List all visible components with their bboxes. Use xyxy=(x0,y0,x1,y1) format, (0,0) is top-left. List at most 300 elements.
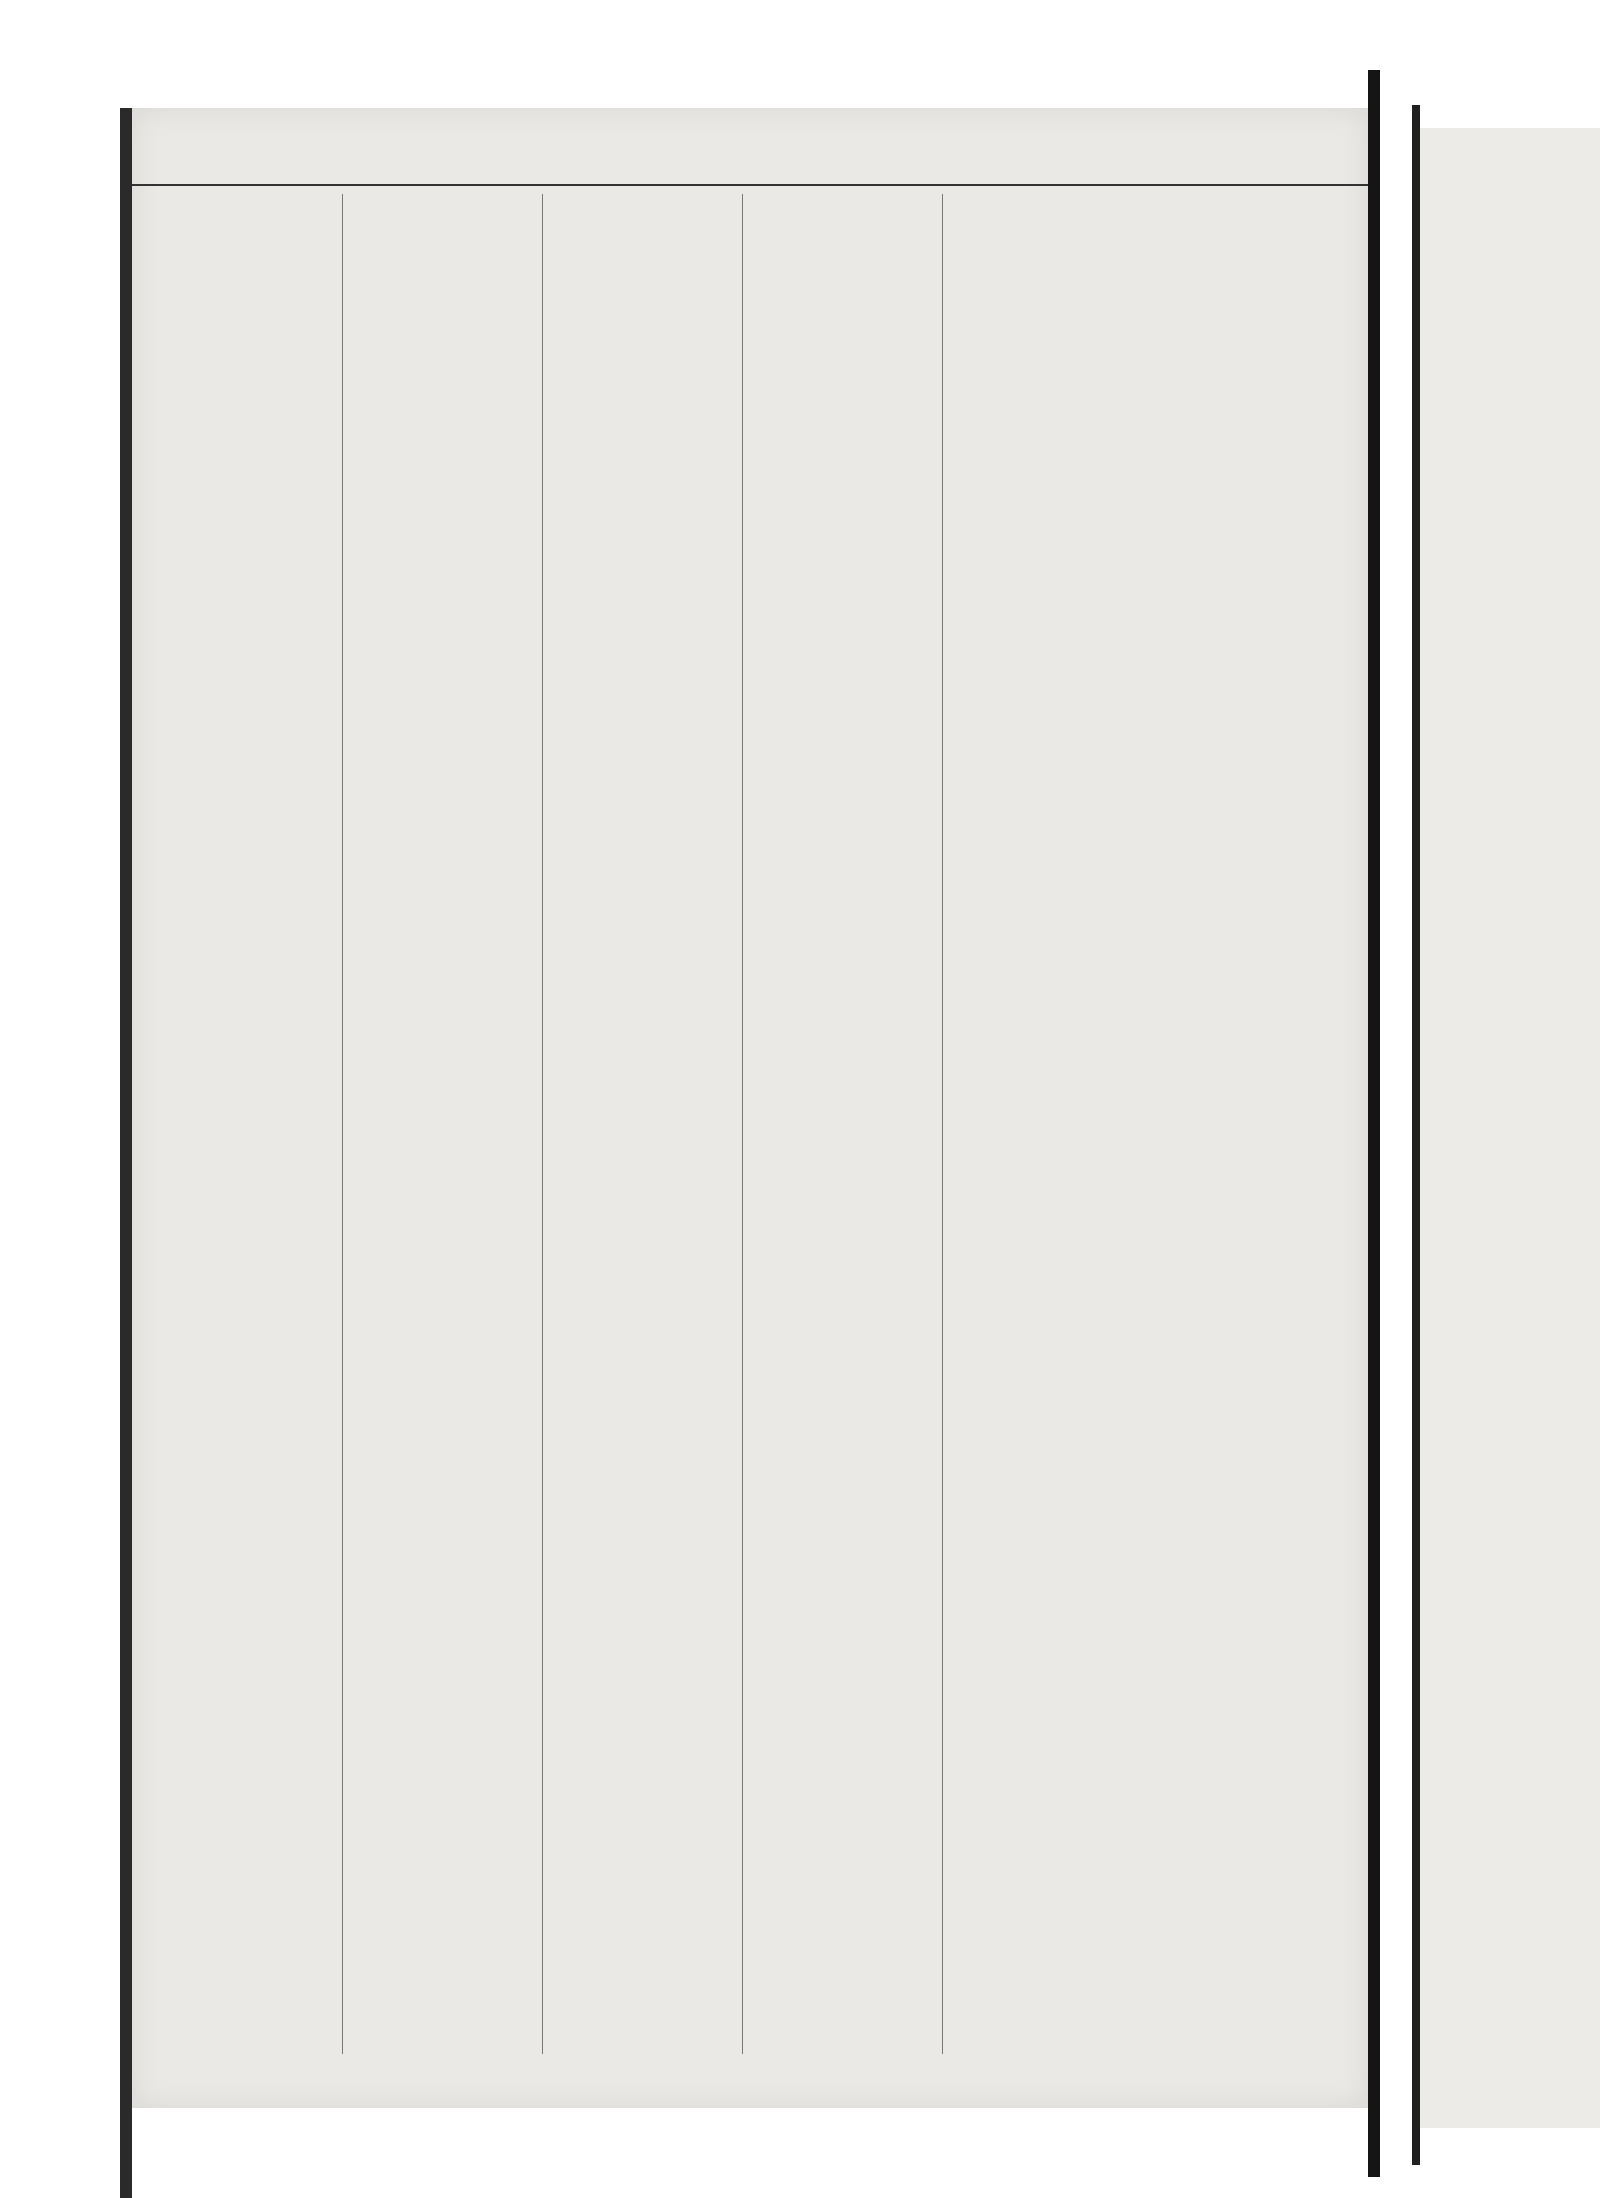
directory-entry-line xyxy=(548,845,744,861)
directory-entry-line xyxy=(548,1233,744,1249)
directory-entry-line xyxy=(348,1605,544,1621)
directory-entry-line xyxy=(148,1326,344,1342)
directory-entry-line xyxy=(348,210,544,226)
directory-entry-line xyxy=(948,303,1144,319)
directory-entry-line xyxy=(548,644,744,660)
directory-entry-line xyxy=(148,1202,344,1218)
directory-entry-line xyxy=(548,1744,744,1760)
directory-entry-line xyxy=(748,1372,944,1388)
directory-entry-line xyxy=(348,597,544,613)
directory-entry-line xyxy=(148,1791,344,1807)
directory-entry-line xyxy=(948,349,1144,365)
directory-entry-line xyxy=(348,1031,544,1047)
directory-entry-line xyxy=(748,241,944,257)
directory-entry-line xyxy=(348,1295,544,1311)
directory-entry-line xyxy=(148,1651,344,1667)
directory-entry-line xyxy=(148,628,344,644)
directory-entry-line xyxy=(948,473,1144,489)
directory-entry-line xyxy=(748,1450,944,1466)
directory-entry-line xyxy=(348,1496,544,1512)
directory-entry-line xyxy=(948,1496,1144,1512)
directory-entry-line xyxy=(748,1047,944,1063)
directory-entry-line xyxy=(148,380,344,396)
directory-entry-line xyxy=(748,1620,944,1636)
directory-entry-line xyxy=(148,985,344,1001)
directory-entry-line xyxy=(348,1946,544,1962)
directory-entry-line xyxy=(948,721,1144,737)
directory-entry-line xyxy=(348,814,544,830)
directory-entry-line xyxy=(148,272,344,288)
directory-entry-line xyxy=(748,256,944,272)
directory-entry-line xyxy=(148,1450,344,1466)
column-rule xyxy=(742,194,743,2054)
directory-entry-line xyxy=(148,1481,344,1497)
directory-entry-line xyxy=(148,1186,344,1202)
directory-entry-line xyxy=(948,442,1144,458)
directory-entry-line xyxy=(148,1636,344,1652)
directory-entry-line xyxy=(148,1574,344,1590)
directory-entry-line xyxy=(748,1419,944,1435)
directory-entry-line xyxy=(548,1341,744,1357)
directory-entry-line xyxy=(748,1357,944,1373)
directory-entry-line xyxy=(748,721,944,737)
directory-entry-line xyxy=(948,1775,1144,1791)
directory-entry-line xyxy=(748,1822,944,1838)
directory-entry-line xyxy=(148,706,344,722)
directory-entry-line xyxy=(148,830,344,846)
directory-entry-line xyxy=(348,334,544,350)
directory-entry-line xyxy=(748,1946,944,1962)
directory-entry-line xyxy=(548,1357,744,1373)
directory-entry-line xyxy=(948,613,1144,629)
directory-entry-line xyxy=(748,1062,944,1078)
directory-entry-line xyxy=(748,1806,944,1822)
directory-entry-line xyxy=(948,1853,1144,1869)
directory-entry-line xyxy=(148,1667,344,1683)
directory-entry-line xyxy=(148,1682,344,1698)
directory-entry-line xyxy=(548,1791,744,1807)
directory-entry-line xyxy=(948,551,1144,567)
directory-entry-line xyxy=(948,737,1144,753)
directory-entry-line xyxy=(548,969,744,985)
directory-entry-line xyxy=(948,861,1144,877)
directory-entry-line xyxy=(748,1233,944,1249)
directory-entry-line xyxy=(148,365,344,381)
directory-entry-line xyxy=(348,272,544,288)
directory-entry-line xyxy=(548,489,744,505)
directory-entry-line xyxy=(548,690,744,706)
directory-entry-line xyxy=(548,1946,744,1962)
directory-entry-line xyxy=(148,504,344,520)
directory-entry-line xyxy=(348,644,544,660)
binding-edge-right xyxy=(1368,70,1380,2177)
directory-entry-line xyxy=(748,1961,944,1977)
directory-entry-line xyxy=(748,613,944,629)
directory-entry-line xyxy=(548,1295,744,1311)
directory-entry-line xyxy=(348,876,544,892)
directory-entry-line xyxy=(948,256,1144,272)
directory-entry-line xyxy=(348,1729,544,1745)
directory-entry-line xyxy=(148,954,344,970)
directory-entry-line xyxy=(748,861,944,877)
directory-entry-line xyxy=(548,1140,744,1156)
directory-entry-line xyxy=(148,1884,344,1900)
directory-entry-line xyxy=(148,1605,344,1621)
directory-entry-line xyxy=(748,1481,944,1497)
directory-entry-line xyxy=(748,225,944,241)
directory-entry-line xyxy=(148,1543,344,1559)
directory-entry-line xyxy=(548,1992,744,2008)
directory-entry-line xyxy=(548,1930,744,1946)
directory-entry-line xyxy=(348,1682,544,1698)
directory-entry-line xyxy=(148,241,344,257)
directory-entry-line xyxy=(148,1171,344,1187)
directory-entry-line xyxy=(348,1481,544,1497)
directory-entry-line xyxy=(948,1744,1144,1760)
directory-entry-line xyxy=(548,1403,744,1419)
directory-entry-line xyxy=(748,659,944,675)
directory-entry-line xyxy=(548,1682,744,1698)
directory-entry-line xyxy=(948,644,1144,660)
directory-entry-line xyxy=(348,1744,544,1760)
directory-entry-line xyxy=(348,1403,544,1419)
directory-entry-line xyxy=(548,1093,744,1109)
directory-entry-line xyxy=(748,938,944,954)
facing-page xyxy=(1420,128,1600,2128)
directory-entry-line xyxy=(348,566,544,582)
directory-entry-line xyxy=(748,1698,944,1714)
directory-entry-line xyxy=(148,194,344,210)
directory-entry-line xyxy=(948,1326,1144,1342)
directory-entry-line xyxy=(348,1047,544,1063)
directory-entry-line xyxy=(948,1543,1144,1559)
directory-entry-line xyxy=(948,659,1144,675)
directory-entry-line xyxy=(348,1961,544,1977)
directory-entry-line xyxy=(748,504,944,520)
directory-entry-line xyxy=(748,923,944,939)
directory-entry-line xyxy=(348,225,544,241)
directory-entry-line xyxy=(548,1543,744,1559)
directory-entry-line xyxy=(548,1574,744,1590)
directory-entry-line xyxy=(148,411,344,427)
directory-entry-line xyxy=(748,799,944,815)
directory-entry-line xyxy=(748,1093,944,1109)
directory-entry-line xyxy=(548,752,744,768)
directory-entry-line xyxy=(548,1558,744,1574)
directory-entry-line xyxy=(148,814,344,830)
directory-entry-line xyxy=(948,1000,1144,1016)
directory-entry-line xyxy=(948,1310,1144,1326)
directory-entry-line xyxy=(748,380,944,396)
directory-entry-line xyxy=(548,1372,744,1388)
directory-entry-line xyxy=(348,489,544,505)
directory-entry-line xyxy=(948,1558,1144,1574)
directory-entry-line xyxy=(948,706,1144,722)
directory-entry-line xyxy=(148,1760,344,1776)
directory-entry-line xyxy=(748,876,944,892)
directory-entry-line xyxy=(148,659,344,675)
directory-entry-line xyxy=(148,225,344,241)
directory-entry-line xyxy=(348,1078,544,1094)
directory-entry-line xyxy=(548,272,744,288)
directory-entry-line xyxy=(548,721,744,737)
directory-entry-line xyxy=(348,1248,544,1264)
directory-entry-line xyxy=(548,1915,744,1931)
directory-entry-line xyxy=(148,892,344,908)
directory-entry-line xyxy=(948,334,1144,350)
directory-entry-line xyxy=(948,907,1144,923)
directory-entry-line xyxy=(148,256,344,272)
directory-entry-line xyxy=(748,1310,944,1326)
directory-entry-line xyxy=(748,1682,944,1698)
column-rule xyxy=(342,194,343,2054)
directory-entry-line xyxy=(548,396,744,412)
directory-entry-line xyxy=(748,1527,944,1543)
directory-entry-line xyxy=(748,675,944,691)
directory-entry-line xyxy=(548,1279,744,1295)
directory-entry-line xyxy=(348,938,544,954)
directory-entry-line xyxy=(948,318,1144,334)
directory-entry-line xyxy=(348,427,544,443)
directory-entry-line xyxy=(548,442,744,458)
directory-entry-line xyxy=(148,349,344,365)
directory-entry-line xyxy=(548,814,744,830)
directory-entry-line xyxy=(948,1388,1144,1404)
directory-entry-line xyxy=(748,1729,944,1745)
directory-entry-line xyxy=(748,1326,944,1342)
directory-entry-line xyxy=(948,1248,1144,1264)
directory-entry-line xyxy=(748,1078,944,1094)
directory-entry-line xyxy=(748,1744,944,1760)
directory-entry-line xyxy=(748,1295,944,1311)
directory-entry-line xyxy=(548,535,744,551)
directory-entry-line xyxy=(548,1264,744,1280)
directory-entry-line xyxy=(748,349,944,365)
directory-entry-line xyxy=(948,1822,1144,1838)
directory-entry-line xyxy=(948,1140,1144,1156)
directory-entry-line xyxy=(748,1016,944,1032)
directory-entry-line xyxy=(748,551,944,567)
directory-entry-line xyxy=(148,1806,344,1822)
directory-entry-line xyxy=(148,768,344,784)
directory-entry-line xyxy=(548,287,744,303)
directory-entry-line xyxy=(548,659,744,675)
directory-entry-line xyxy=(348,675,544,691)
directory-entry-line xyxy=(548,1310,744,1326)
directory-entry-line xyxy=(348,1000,544,1016)
directory-entry-line xyxy=(348,318,544,334)
directory-entry-line xyxy=(548,1620,744,1636)
directory-entry-line xyxy=(348,1140,544,1156)
directory-entry-line xyxy=(148,1124,344,1140)
directory-entry-line xyxy=(948,1279,1144,1295)
directory-entry-line xyxy=(948,504,1144,520)
directory-entry-line xyxy=(548,2008,744,2024)
directory-entry-line xyxy=(548,1109,744,1125)
directory-entry-line xyxy=(948,938,1144,954)
directory-entry-line xyxy=(748,907,944,923)
directory-entry-line xyxy=(948,1047,1144,1063)
binding-edge-left xyxy=(120,108,132,2198)
directory-entry-line xyxy=(548,923,744,939)
directory-entry-line xyxy=(948,1961,1144,1977)
directory-entry-line xyxy=(548,582,744,598)
directory-entry-line xyxy=(148,1233,344,1249)
directory-entry-line xyxy=(148,1620,344,1636)
directory-entry-line xyxy=(548,458,744,474)
directory-entry-line xyxy=(948,954,1144,970)
stamp-svg xyxy=(28,530,108,1530)
directory-entry-line xyxy=(148,721,344,737)
directory-entry-line xyxy=(348,1667,544,1683)
directory-entry-line xyxy=(748,1496,944,1512)
directory-entry-line xyxy=(748,768,944,784)
directory-entry-line xyxy=(148,690,344,706)
directory-entry-line xyxy=(348,1651,544,1667)
directory-entry-line xyxy=(548,225,744,241)
directory-entry-line xyxy=(748,1403,944,1419)
directory-entry-line xyxy=(548,1868,744,1884)
directory-entry-line xyxy=(348,1868,544,1884)
directory-entry-line xyxy=(148,303,344,319)
directory-entry-line xyxy=(748,1713,944,1729)
directory-entry-line xyxy=(348,396,544,412)
directory-entry-line xyxy=(948,768,1144,784)
directory-entry-line xyxy=(348,1760,544,1776)
directory-entry-line xyxy=(948,380,1144,396)
directory-entry-line xyxy=(948,411,1144,427)
directory-entry-line xyxy=(548,876,744,892)
directory-entry-line xyxy=(148,1729,344,1745)
directory-entry-line xyxy=(948,1698,1144,1714)
directory-entry-line xyxy=(148,489,344,505)
directory-entry-line xyxy=(948,1186,1144,1202)
directory-entry-line xyxy=(348,1279,544,1295)
directory-entry-line xyxy=(348,1465,544,1481)
directory-entry-line xyxy=(348,1806,544,1822)
directory-entry-line xyxy=(148,783,344,799)
directory-entry-line xyxy=(348,535,544,551)
directory-entry-line xyxy=(948,892,1144,908)
directory-entry-line xyxy=(548,1589,744,1605)
directory-entry-line xyxy=(748,489,944,505)
directory-entry-line xyxy=(548,1527,744,1543)
directory-entry-line xyxy=(348,1341,544,1357)
directory-entry-line xyxy=(148,1992,344,2008)
directory-entry-line xyxy=(548,1496,744,1512)
directory-entry-line xyxy=(748,1155,944,1171)
directory-entry-line xyxy=(948,628,1144,644)
directory-entry-line xyxy=(148,644,344,660)
directory-entry-line xyxy=(348,1419,544,1435)
directory-entry-line xyxy=(948,1527,1144,1543)
directory-entry-line xyxy=(348,1326,544,1342)
directory-entry-line xyxy=(548,473,744,489)
directory-entry-line xyxy=(548,1388,744,1404)
directory-entry-line xyxy=(748,566,944,582)
directory-entry-line xyxy=(548,520,744,536)
directory-entry-line xyxy=(348,1636,544,1652)
directory-entry-line xyxy=(548,380,744,396)
directory-entry-line xyxy=(748,1171,944,1187)
directory-entry-line xyxy=(348,582,544,598)
directory-entry-line xyxy=(948,1620,1144,1636)
directory-entry-line xyxy=(148,1016,344,1032)
directory-entry-line xyxy=(348,1357,544,1373)
directory-entry-line xyxy=(148,1140,344,1156)
directory-entry-line xyxy=(548,799,744,815)
directory-entry-line xyxy=(948,830,1144,846)
directory-entry-line xyxy=(548,628,744,644)
directory-entry-line xyxy=(148,287,344,303)
directory-entry-line xyxy=(548,1465,744,1481)
directory-entry-line xyxy=(548,241,744,257)
directory-entry-line xyxy=(748,1574,944,1590)
directory-entry-line xyxy=(948,535,1144,551)
directory-entry-line xyxy=(348,1589,544,1605)
directory-entry-line xyxy=(348,380,544,396)
directory-entry-line xyxy=(548,985,744,1001)
directory-entry-line xyxy=(548,1605,744,1621)
directory-entry-line xyxy=(948,582,1144,598)
directory-entry-line xyxy=(948,489,1144,505)
directory-entry-line xyxy=(148,1512,344,1528)
directory-entry-line xyxy=(148,1372,344,1388)
directory-entry-line xyxy=(748,985,944,1001)
directory-entry-line xyxy=(748,1279,944,1295)
directory-entry-line xyxy=(548,938,744,954)
directory-entry-line xyxy=(148,1822,344,1838)
directory-entry-line xyxy=(948,752,1144,768)
directory-entry-line xyxy=(348,1558,544,1574)
directory-entry-line xyxy=(748,644,944,660)
directory-column xyxy=(748,194,944,1992)
directory-entry-line xyxy=(348,706,544,722)
directory-entry-line xyxy=(548,1202,744,1218)
directory-entry-line xyxy=(948,1682,1144,1698)
directory-entry-line xyxy=(348,1853,544,1869)
directory-entry-line xyxy=(148,1093,344,1109)
directory-entry-line xyxy=(348,861,544,877)
directory-entry-line xyxy=(548,1961,744,1977)
directory-entry-line xyxy=(148,861,344,877)
directory-entry-line xyxy=(148,1419,344,1435)
directory-entry-line xyxy=(348,721,544,737)
directory-entry-line xyxy=(148,1031,344,1047)
directory-entry-line xyxy=(548,303,744,319)
directory-entry-line xyxy=(548,1016,744,1032)
directory-entry-line xyxy=(748,473,944,489)
directory-entry-line xyxy=(348,845,544,861)
condition-stamp xyxy=(28,530,108,1530)
directory-entry-line xyxy=(348,1837,544,1853)
directory-entry-line xyxy=(748,1791,944,1807)
directory-entry-line xyxy=(548,675,744,691)
directory-entry-line xyxy=(348,520,544,536)
directory-entry-line xyxy=(548,1000,744,1016)
directory-entry-line xyxy=(748,597,944,613)
directory-entry-line xyxy=(148,1698,344,1714)
directory-entry-line xyxy=(548,210,744,226)
directory-entry-line xyxy=(148,1589,344,1605)
directory-entry-line xyxy=(948,225,1144,241)
directory-entry-line xyxy=(548,1853,744,1869)
directory-entry-line xyxy=(748,954,944,970)
directory-entry-line xyxy=(348,1512,544,1528)
directory-entry-line xyxy=(748,1667,944,1683)
directory-entry-line xyxy=(148,1868,344,1884)
directory-entry-line xyxy=(548,1760,744,1776)
